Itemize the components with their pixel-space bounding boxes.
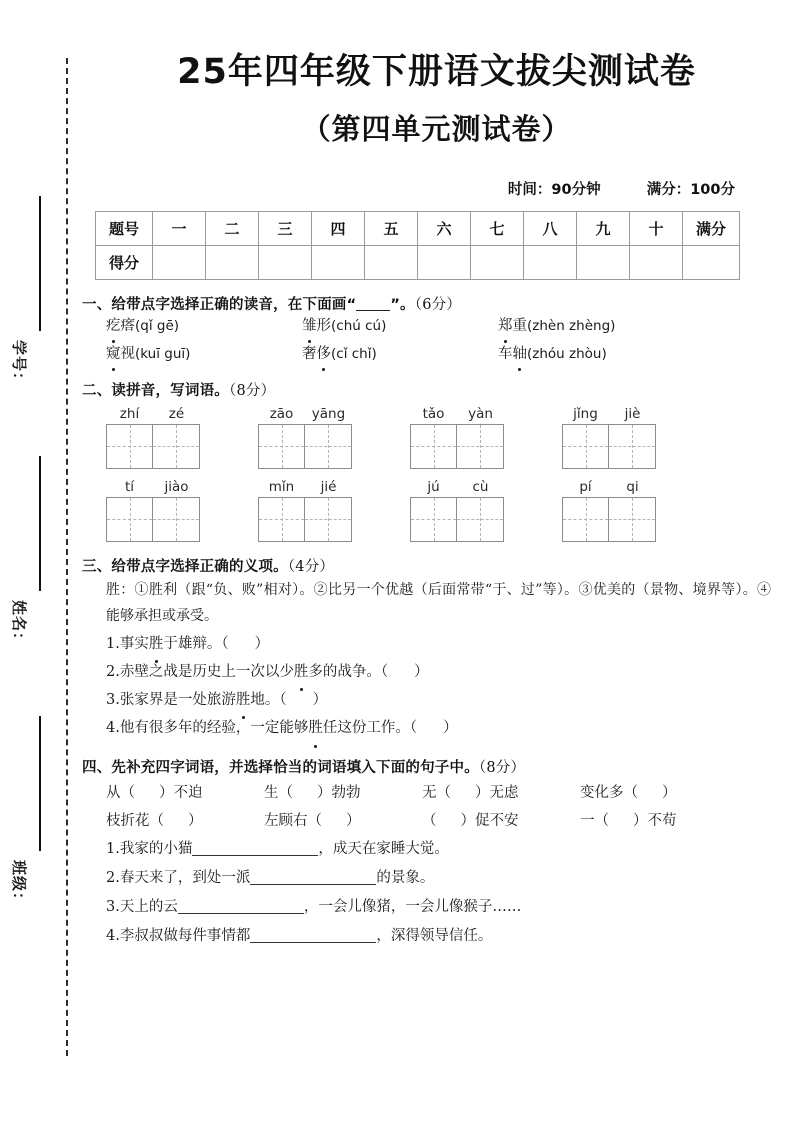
idiom-post: ） xyxy=(188,812,203,829)
item-number: 1. xyxy=(106,841,120,858)
col-4: 四 xyxy=(312,212,365,246)
q1-word-post: 重 xyxy=(512,318,527,335)
word-grid-3 xyxy=(410,406,562,469)
section-one xyxy=(80,293,793,366)
score-cell-10[interactable] xyxy=(630,246,683,280)
sentence-post: ，成天在家睡大觉。 xyxy=(318,841,449,858)
q1-pinyin: (cǐ chǐ) xyxy=(331,346,377,363)
dotted-char: 郑 xyxy=(498,316,513,338)
pinyin-syllable: tǎo xyxy=(422,405,445,422)
item-number: 3. xyxy=(106,692,120,709)
title-block xyxy=(80,52,793,148)
dotted-char: 胜 xyxy=(294,658,309,686)
pinyin-syllable: zé xyxy=(168,405,185,422)
idiom-6[interactable] xyxy=(264,807,422,835)
word-grid-4 xyxy=(562,406,714,469)
idiom-completion-block xyxy=(82,779,783,836)
idiom-post: ）促不安 xyxy=(460,812,519,829)
class-write-line xyxy=(39,716,41,851)
sentence-pre: 李叔叔做每件事情都 xyxy=(119,928,251,945)
page-title: 25年四年级下册语文拔尖测试卷 xyxy=(177,52,696,92)
sentence-fill-block xyxy=(82,835,783,951)
q3-item-3[interactable]: 3.张家界是一处旅游胜地。（ ） xyxy=(106,686,783,714)
q3-item-2[interactable]: 2.赤壁之战是历史上一次以少胜多的战争。（ ） xyxy=(106,658,783,686)
idiom-2[interactable] xyxy=(264,779,422,807)
idiom-pre: 一（ xyxy=(580,812,609,829)
q4-sentence-2[interactable] xyxy=(106,864,783,893)
q1-item-3[interactable] xyxy=(498,316,698,338)
dotted-char: 窥 xyxy=(106,344,121,366)
section-two-heading xyxy=(82,379,783,400)
score-cell-5[interactable] xyxy=(365,246,418,280)
tianzige-cell[interactable] xyxy=(106,424,153,469)
q1-item-2[interactable] xyxy=(302,316,498,338)
item-number: 4. xyxy=(106,928,120,945)
pinyin-syllable: zhí xyxy=(119,405,140,422)
dotted-char: 胜 xyxy=(236,686,251,714)
item-number: 2. xyxy=(106,663,120,680)
tianzige-box[interactable] xyxy=(258,497,352,542)
pinyin-syllable: qi xyxy=(626,478,639,495)
tianzige-cell[interactable] xyxy=(410,424,457,469)
sentence-post: ，深得领导信任。 xyxy=(376,928,493,945)
item-post: 地。 xyxy=(250,692,280,709)
item-post: 任这份工作。 xyxy=(322,720,410,737)
word-grid-5 xyxy=(106,479,258,542)
score-cell-7[interactable] xyxy=(471,246,524,280)
idiom-4[interactable] xyxy=(580,779,738,807)
section-three-items xyxy=(82,630,783,743)
word-grid-1 xyxy=(106,406,258,469)
section-three-heading-text: 三、给带点字选择正确的义项。 xyxy=(82,558,288,575)
q1-word-pre: 奢 xyxy=(302,346,317,363)
row-label-question-no: 题号 xyxy=(96,212,153,246)
word-grid-7 xyxy=(410,479,562,542)
page-subtitle: （第四单元测试卷） xyxy=(301,112,572,147)
row-label-score: 得分 xyxy=(96,246,153,280)
tianzige-cell[interactable] xyxy=(258,497,305,542)
score-cell-4[interactable] xyxy=(312,246,365,280)
pinyin-syllable: mǐn xyxy=(268,478,295,495)
tianzige-cell[interactable] xyxy=(562,497,609,542)
pinyin-syllable: jǐng xyxy=(573,405,598,422)
section-three xyxy=(80,555,793,743)
tianzige-box[interactable] xyxy=(106,497,200,542)
section-one-heading xyxy=(82,293,783,314)
q3-item-1[interactable]: 1.事实胜于雄辩。（ ） xyxy=(106,630,783,658)
idiom-pre: 生（ xyxy=(264,784,293,801)
idiom-7[interactable] xyxy=(422,807,580,835)
idiom-pre: 从（ xyxy=(106,784,135,801)
col-3: 三 xyxy=(259,212,312,246)
col-8: 八 xyxy=(524,212,577,246)
tianzige-box[interactable] xyxy=(562,497,656,542)
dotted-char: 胜 xyxy=(149,630,164,658)
item-pre: 张家界是一处旅游 xyxy=(119,692,236,709)
score-cell-total[interactable] xyxy=(683,246,740,280)
idiom-pre: 变化多（ xyxy=(580,784,638,801)
sentence-pre: 春天来了，到处一派 xyxy=(119,870,251,887)
exam-meta xyxy=(80,178,793,199)
tianzige-cell[interactable] xyxy=(258,424,305,469)
pinyin-pair xyxy=(562,406,714,422)
table-row-question-numbers xyxy=(96,212,740,246)
score-cell-3[interactable] xyxy=(259,246,312,280)
sentence-blank[interactable] xyxy=(192,855,318,856)
idiom-post: ）不迫 xyxy=(159,784,203,801)
tianzige-cell[interactable] xyxy=(457,497,504,542)
item-number: 1. xyxy=(106,635,120,652)
idiom-post: ） xyxy=(346,812,361,829)
pinyin-pair xyxy=(562,479,714,495)
idiom-pre: （ xyxy=(422,812,437,829)
word-grid-8 xyxy=(562,479,714,542)
idiom-post: ）不苟 xyxy=(633,812,677,829)
idiom-8[interactable] xyxy=(580,807,738,835)
section-four-heading xyxy=(82,756,783,777)
total-score-label: 满分：100分 xyxy=(646,182,735,199)
dotted-char: 疙 xyxy=(106,316,121,338)
sentence-pre: 我家的小猫 xyxy=(119,841,193,858)
item-number: 3. xyxy=(106,899,120,916)
tianzige-box[interactable] xyxy=(410,424,504,469)
sentence-blank[interactable] xyxy=(250,942,376,943)
item-number: 4. xyxy=(106,720,120,737)
sentence-post: ，一会儿像猪，一会儿像猴子…… xyxy=(303,899,522,916)
pinyin-syllable: yàn xyxy=(468,405,493,422)
student-id-label: 学号： xyxy=(10,340,28,389)
section-two xyxy=(80,379,793,542)
col-2: 二 xyxy=(206,212,259,246)
sentence-post: 的景象。 xyxy=(376,870,435,887)
section-four xyxy=(80,756,793,952)
pinyin-pair xyxy=(410,406,562,422)
section-one-heading-suffix: ”。 xyxy=(390,297,415,314)
q1-row-1 xyxy=(106,316,783,338)
pinyin-pair xyxy=(106,479,258,495)
sentence-blank[interactable] xyxy=(250,884,376,885)
col-9: 九 xyxy=(577,212,630,246)
pinyin-pair xyxy=(258,406,410,422)
grid-row-2 xyxy=(106,479,783,542)
dotted-char: 轴 xyxy=(513,344,528,366)
dotted-char: 侈 xyxy=(317,344,332,366)
character-definition: 胜：①胜利（跟“负、败”相对）。②比另一个优越（后面常带“于、过”等）。③优美的（景物、境界等）。④能够承担或承受。 xyxy=(106,581,771,624)
tianzige-cell[interactable] xyxy=(457,424,504,469)
paper-content xyxy=(80,0,793,1122)
pinyin-syllable: jú xyxy=(427,478,440,495)
q1-pinyin: (zhèn zhèng) xyxy=(527,318,616,335)
q1-word-pre: 车 xyxy=(498,346,513,363)
idiom-1[interactable] xyxy=(106,779,264,807)
section-four-points: （8分） xyxy=(478,759,526,776)
tianzige-cell[interactable] xyxy=(305,497,352,542)
col-total: 满分 xyxy=(683,212,740,246)
tianzige-cell[interactable] xyxy=(153,424,200,469)
pinyin-pair xyxy=(410,479,562,495)
pinyin-syllable: pí xyxy=(579,478,592,495)
pinyin-syllable: yāng xyxy=(311,405,346,422)
q1-word-post: 视 xyxy=(120,346,135,363)
table-row-scores xyxy=(96,246,740,280)
word-grid-2 xyxy=(258,406,410,469)
left-margin-strip xyxy=(0,0,80,1122)
q1-pinyin: (qǐ gē) xyxy=(135,318,180,335)
item-post: 于雄辩。 xyxy=(163,635,222,652)
tianzige-cell[interactable] xyxy=(609,497,656,542)
q4-sentence-3[interactable] xyxy=(106,893,783,922)
section-four-heading-text: 四、先补充四字词语，并选择恰当的词语填入下面的句子中。 xyxy=(82,759,479,776)
idiom-row-2 xyxy=(106,807,783,835)
pinyin-syllable: cù xyxy=(472,478,489,495)
name-label: 姓名： xyxy=(10,600,28,649)
item-pre: 他有很多年的经验，一定能够 xyxy=(119,720,309,737)
pinyin-syllable: tí xyxy=(124,478,135,495)
col-5: 五 xyxy=(365,212,418,246)
sentence-blank[interactable] xyxy=(178,913,304,914)
q1-word-post: 形 xyxy=(316,318,331,335)
idiom-pre: 无（ xyxy=(422,784,451,801)
pinyin-pair xyxy=(106,406,258,422)
section-two-points: （8分） xyxy=(229,382,276,399)
idiom-post: ）勃勃 xyxy=(317,784,361,801)
tianzige-box[interactable] xyxy=(106,424,200,469)
heading-blank-line xyxy=(356,310,390,311)
col-6: 六 xyxy=(418,212,471,246)
idiom-row-1 xyxy=(106,779,783,807)
q1-pinyin: (kuī guī) xyxy=(135,346,191,363)
name-write-line xyxy=(39,456,41,591)
idiom-post: ）无虑 xyxy=(475,784,519,801)
tianzige-cell[interactable] xyxy=(153,497,200,542)
q4-sentence-1[interactable] xyxy=(106,835,783,864)
score-table-wrapper xyxy=(80,211,793,280)
q1-word-post: 瘩 xyxy=(120,318,135,335)
pinyin-syllable: zāo xyxy=(269,405,294,422)
section-one-items xyxy=(82,316,783,366)
tianzige-cell[interactable] xyxy=(410,497,457,542)
score-table xyxy=(95,211,740,280)
section-two-heading-text: 二、读拼音，写词语。 xyxy=(82,382,229,399)
section-one-points: （6分） xyxy=(414,297,462,314)
class-label: 班级： xyxy=(10,860,28,909)
pinyin-syllable: jié xyxy=(320,478,337,495)
grid-row-1 xyxy=(106,406,783,469)
section-three-points: （4分） xyxy=(287,558,335,575)
time-limit-label: 时间：90分钟 xyxy=(507,182,601,199)
idiom-5[interactable] xyxy=(106,807,264,835)
score-cell-6[interactable] xyxy=(418,246,471,280)
col-1: 一 xyxy=(153,212,206,246)
idiom-pre: 左顾右（ xyxy=(264,812,322,829)
section-one-heading-prefix: 一、给带点字选择正确的读音，在下面画“ xyxy=(82,297,357,314)
section-three-heading xyxy=(82,555,783,576)
q3-item-4[interactable]: 4.他有很多年的经验，一定能够胜任这份工作。（ ） xyxy=(106,714,783,742)
tianzige-cell[interactable] xyxy=(609,424,656,469)
tianzige-box[interactable] xyxy=(258,424,352,469)
word-grid-6 xyxy=(258,479,410,542)
dotted-char: 胜 xyxy=(308,714,323,742)
idiom-3[interactable] xyxy=(422,779,580,807)
idiom-post: ） xyxy=(662,784,677,801)
q1-item-6[interactable] xyxy=(498,344,698,366)
sentence-pre: 天上的云 xyxy=(119,899,178,916)
tianzige-cell[interactable] xyxy=(562,424,609,469)
q4-sentence-4[interactable] xyxy=(106,922,783,951)
dotted-char: 雏 xyxy=(302,316,317,338)
item-pre: 赤壁之战是历史上一次以少 xyxy=(119,663,294,680)
q1-pinyin: (chú cú) xyxy=(331,318,387,335)
tianzige-box[interactable] xyxy=(410,497,504,542)
student-id-write-line xyxy=(39,196,41,331)
col-10: 十 xyxy=(630,212,683,246)
col-7: 七 xyxy=(471,212,524,246)
q1-item-1[interactable] xyxy=(106,316,302,338)
q1-item-5[interactable] xyxy=(302,344,498,366)
item-number: 2. xyxy=(106,870,120,887)
score-cell-8[interactable] xyxy=(524,246,577,280)
tianzige-cell[interactable] xyxy=(106,497,153,542)
tianzige-cell[interactable] xyxy=(305,424,352,469)
idiom-pre: 枝折花（ xyxy=(106,812,164,829)
q1-pinyin: (zhóu zhòu) xyxy=(527,346,607,363)
pinyin-syllable: jiè xyxy=(624,405,641,422)
item-post: 多的战争。 xyxy=(308,663,381,680)
section-two-grids xyxy=(82,406,783,542)
score-cell-1[interactable] xyxy=(153,246,206,280)
score-cell-2[interactable] xyxy=(206,246,259,280)
pinyin-syllable: jiào xyxy=(164,478,189,495)
item-pre: 事实 xyxy=(119,635,149,652)
pinyin-pair xyxy=(258,479,410,495)
score-cell-9[interactable] xyxy=(577,246,630,280)
cut-line-dashed xyxy=(66,58,68,1056)
tianzige-box[interactable] xyxy=(562,424,656,469)
q1-row-2 xyxy=(106,344,783,366)
q1-item-4[interactable] xyxy=(106,344,302,366)
